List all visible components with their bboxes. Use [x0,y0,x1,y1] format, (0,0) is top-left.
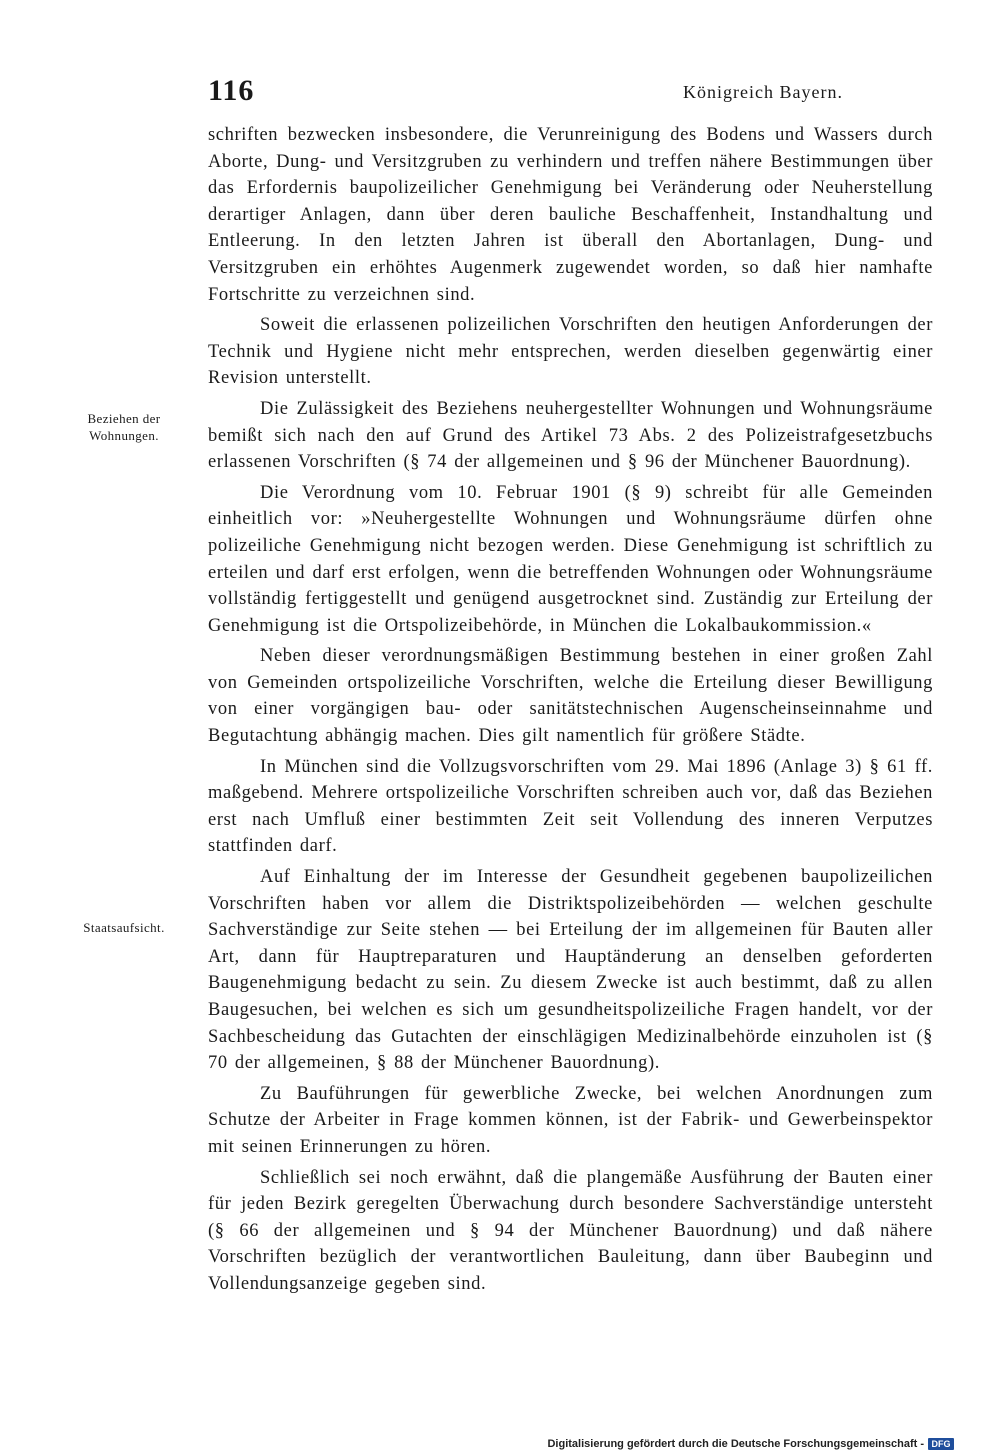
paragraph: Neben dieser verordnungsmäßigen Bestimmung bestehen in einer großen Zahl von Gemeinden ortspolizeiliche Vorschriften, welche die Erteilung dieser Bewilligung von einer vorgängigen bau- oder sanitätstechnischen Augenscheinseinnahme und Begutachtung abhängig machen. Dies gilt namentlich für größere Städte. [208,646,933,747]
margin-note-staatsaufsicht: Staatsaufsicht. [83,920,165,935]
paragraph: Die Verordnung vom 10. Februar 1901 (§ 9) schreibt für alle Gemeinden einheitlich vor: »Neuhergestellte Wohnungen und Wohnungsräume dürfen ohne polizeiliche Genehmigung nicht bezogen werden. Diese Genehmigung ist schriftlich zu erteilen und darf erst erfolgen, wenn die betreffenden Wohnungen oder Wohnungsräume vollständig fertiggestellt und genügend ausgetrocknet sind. Zuständig zur Erteilung der Genehmigung ist die Ortspolizeibehörde, in München die Lokalbaukommission.« [208,482,933,636]
margin-note-beziehen: Beziehen der Wohnungen. [87,411,161,443]
digitization-credit [547,1437,954,1451]
paragraph: Auf Einhaltung der im Interesse der Gesundheit gegebenen baupolizeilichen Vorschriften haben vor allem die Distriktspolizeibehörden — welchen geschulte Sachverständige zur Seite stehen — bei Erteilung der im allgemeinen für Bauten aller Art, dann für Hauptreparaturen und Hauptänderung an denselben geforderten Baugenehmigung bedacht zu sein. Zu diesem Zwecke ist auch bestimmt, daß zu allen Baugesuchen, bei welchen es sich um gesundheitspolizeiliche Fragen handelt, vor der Sachbescheidung das Gutachten der einschlägigen Medizinalbehörde einzuholen ist (§ 70 der allgemeinen, § 88 der Münchener Bauordnung). [208,867,933,1074]
page-header [208,74,933,114]
paragraph: schriften bezwecken insbesondere, die Verunreinigung des Bodens und Wassers durch Aborte, Dung- und Versitzgruben zu verhindern und treffen nähere Bestimmungen über das Erfordernis baupolizeilicher Genehmigung bei Veränderung oder Neuherstellung derartiger Anlagen, dann über deren bauliche Beschaffenheit, Instandhaltung und Entleerung. In den letzten Jahren ist überall den Abortanlagen, Dung- und Versitzgruben ein erhöhtes Augenmerk zugewendet worden, so daß hier namhafte Fortschritte zu verzeichnen sind. [208,125,933,305]
paragraph: Schließlich sei noch erwähnt, daß die plangemäße Ausführung der Bauten einer für jeden Bezirk geregelten Überwachung durch besondere Sachverständige untersteht (§ 66 der allgemeinen und § 94 der Münchener Bauordnung) und daß nähere Vorschriften bezüglich der verantwortlichen Bauleitung, dann über Baubeginn und Vollendungsanzeige gegeben sind. [208,1167,933,1294]
credit-text: Digitalisierung gefördert durch die Deutsche Forschungsgemeinschaft - [547,1438,924,1450]
dfg-logo-icon: DFG [928,1438,954,1450]
page-number: 116 [208,74,255,107]
paragraph: Die Zulässigkeit des Beziehens neuhergestellter Wohnungen und Wohnungsräume bemißt sich nach den auf Grund des Artikel 73 Abs. 2 des Polizeistrafgesetzbuchs erlassenen Vorschriften (§ 74 der allgemeinen und § 96 der Münchener Bauordnung). [208,398,933,473]
paragraph: Soweit die erlassenen polizeilichen Vorschriften den heutigen Anforderungen der Technik und Hygiene nicht mehr entsprechen, werden dieselben gegenwärtig einer Revision unterstellt. [208,315,933,389]
body-text [208,122,933,1298]
running-title: Königreich Bayern. [683,82,843,102]
paragraph: In München sind die Vollzugsvorschriften vom 29. Mai 1896 (Anlage 3) § 61 ff. maßgebend. Mehrere ortspolizeiliche Vorschriften schreiben auch vor, daß das Beziehen erst nach Umfluß einer bestimmten Zeit seit Vollendung des inneren Verputzes stattfinden darf. [208,756,933,857]
paragraph: Zu Bauführungen für gewerbliche Zwecke, bei welchen Anordnungen zum Schutze der Arbeiter in Frage kommen können, ist der Fabrik- und Gewerbeinspektor mit seinen Erinnerungen zu hören. [208,1083,933,1157]
